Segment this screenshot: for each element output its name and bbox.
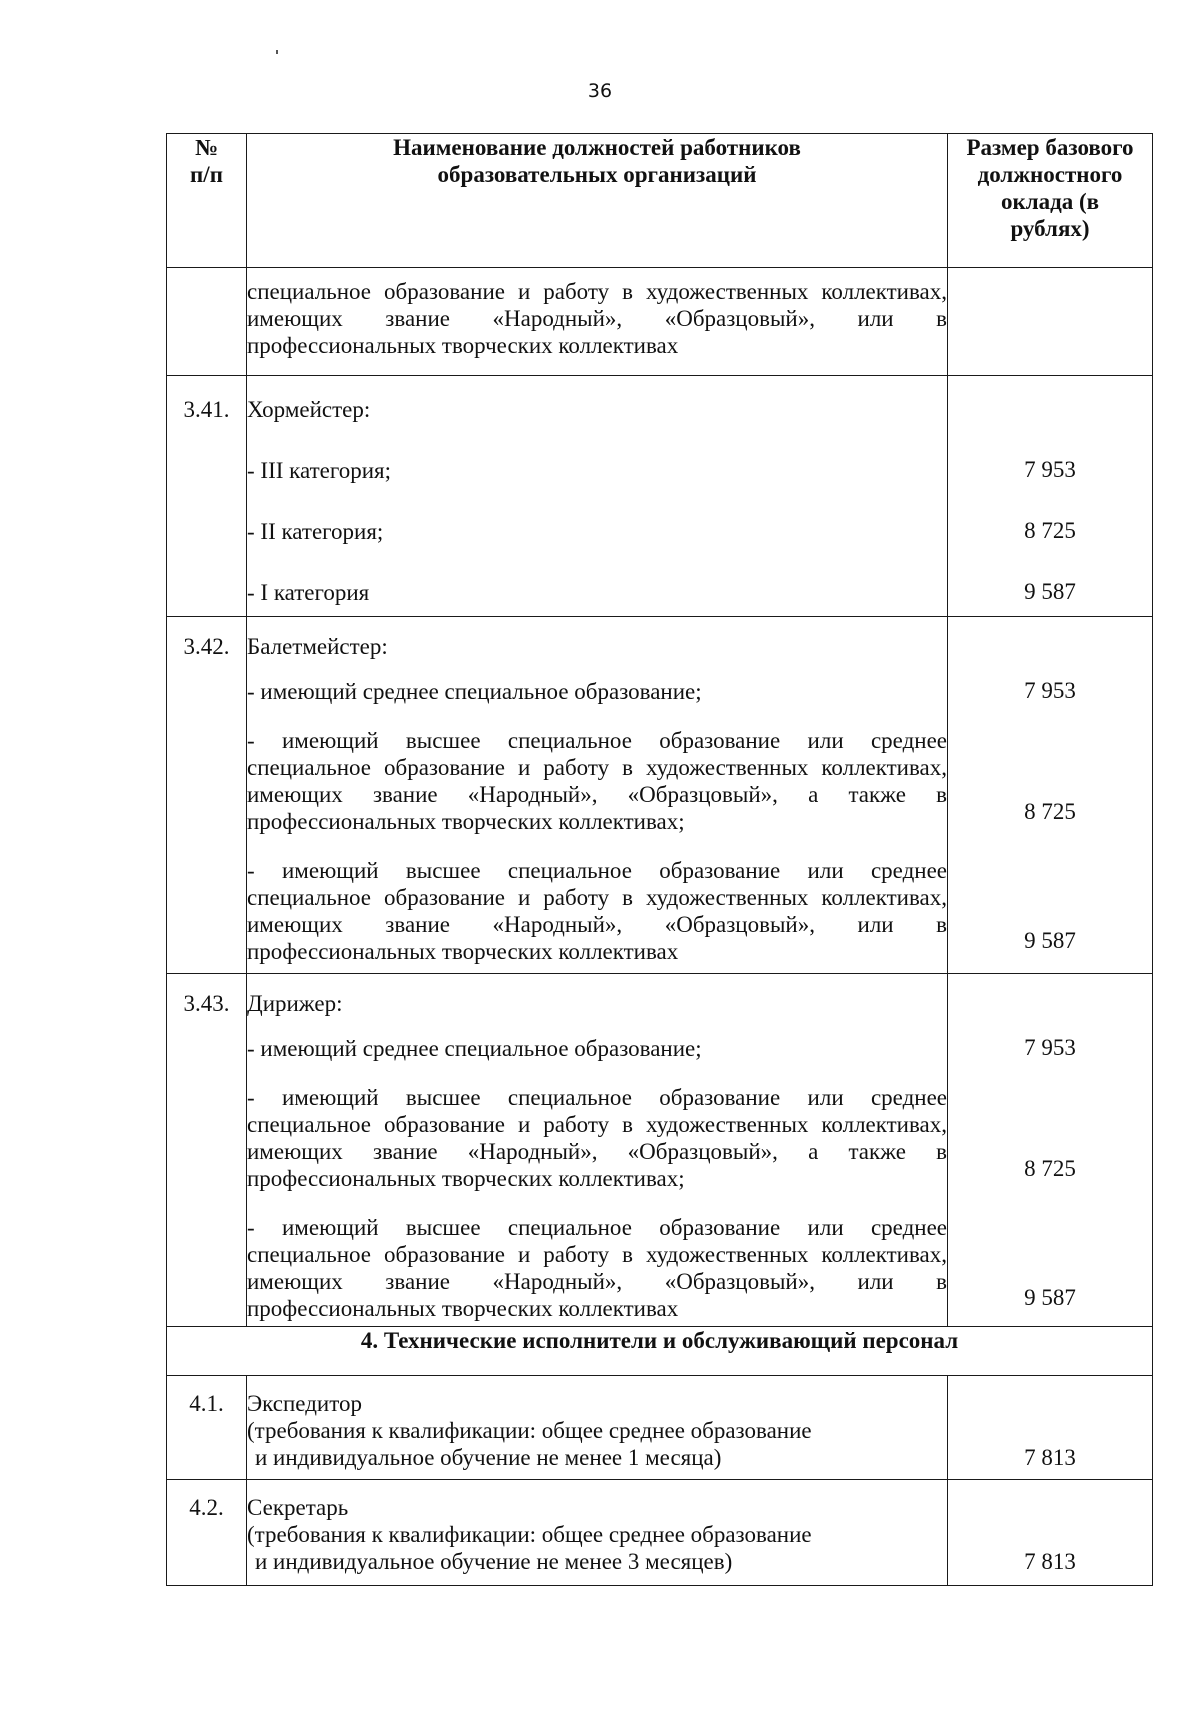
header-position-name: Наименование должностей работников образовательных организаций bbox=[247, 134, 948, 268]
list-item: - II категория; bbox=[247, 519, 384, 544]
list-item: - имеющий среднее специальное образование; bbox=[247, 679, 702, 704]
row-number: 3.41. bbox=[167, 376, 247, 617]
scan-mark bbox=[276, 50, 278, 54]
salary-value: 8 725 bbox=[1024, 1156, 1076, 1181]
row-number: 4.2. bbox=[167, 1480, 247, 1586]
row-position bbox=[247, 1480, 948, 1586]
table-row bbox=[167, 376, 1153, 617]
row-number bbox=[167, 268, 247, 376]
table-row bbox=[167, 974, 1153, 1327]
salary-value: 7 813 bbox=[1024, 1445, 1076, 1470]
continuation-text: специальное образование и работу в художественных коллективах, имеющих звание «Народный», «Образцовый», или в профессиональных творческих коллективах bbox=[247, 268, 948, 376]
row-position bbox=[247, 1376, 948, 1480]
salary-value: 7 813 bbox=[1024, 1549, 1076, 1574]
row-position bbox=[247, 617, 948, 974]
header-base-salary: Размер базового должностного оклада (в рублях) bbox=[948, 134, 1153, 268]
list-item: - I категория bbox=[247, 580, 370, 605]
salary-value: 7 953 bbox=[1024, 1035, 1076, 1060]
row-salary bbox=[948, 376, 1153, 617]
row-number: 3.43. bbox=[167, 974, 247, 1327]
table-header-row bbox=[167, 134, 1153, 268]
table-row bbox=[167, 1376, 1153, 1480]
row-number: 4.1. bbox=[167, 1376, 247, 1480]
row-salary bbox=[948, 1376, 1153, 1480]
requirements-line: и индивидуальное обучение не менее 1 месяца) bbox=[255, 1445, 722, 1470]
position-title: Секретарь bbox=[247, 1495, 349, 1520]
salary-value: 9 587 bbox=[1024, 1285, 1076, 1310]
row-number: 3.42. bbox=[167, 617, 247, 974]
row-position bbox=[247, 974, 948, 1327]
table-row bbox=[167, 268, 1153, 376]
position-title: Дирижер: bbox=[247, 991, 343, 1016]
header-number: № п/п bbox=[167, 134, 247, 268]
requirements-line: (требования к квалификации: общее среднее образование bbox=[247, 1522, 812, 1547]
salary-value: 7 953 bbox=[1024, 457, 1076, 482]
requirements-line: (требования к квалификации: общее среднее образование bbox=[247, 1418, 812, 1443]
list-item: - имеющий среднее специальное образование; bbox=[247, 1036, 702, 1061]
list-item: - имеющий высшее специальное образование или среднее специальное образование и работу в художественных коллективах, имеющих звание «Народный», «Образцовый», или в профессиональных творческих коллективах bbox=[247, 858, 947, 964]
table-row bbox=[167, 1480, 1153, 1586]
row-salary bbox=[948, 268, 1153, 376]
row-position bbox=[247, 376, 948, 617]
salary-value: 9 587 bbox=[1024, 579, 1076, 604]
page-number: 36 bbox=[587, 80, 613, 102]
salary-value: 8 725 bbox=[1024, 799, 1076, 824]
requirements-line: и индивидуальное обучение не менее 3 месяцев) bbox=[255, 1549, 733, 1574]
row-salary bbox=[948, 617, 1153, 974]
position-title: Экспедитор bbox=[247, 1391, 362, 1416]
salary-value: 7 953 bbox=[1024, 678, 1076, 703]
salary-table bbox=[166, 133, 1153, 1586]
position-title: Балетмейстер: bbox=[247, 634, 388, 659]
position-title: Хормейстер: bbox=[247, 397, 371, 422]
table-row bbox=[167, 617, 1153, 974]
row-salary bbox=[948, 1480, 1153, 1586]
list-item: - имеющий высшее специальное образование или среднее специальное образование и работу в художественных коллективах, имеющих звание «Народный», «Образцовый», а также в профессиональных творческих коллективах; bbox=[247, 1085, 947, 1191]
row-salary bbox=[948, 974, 1153, 1327]
list-item: - имеющий высшее специальное образование или среднее специальное образование и работу в художественных коллективах, имеющих звание «Народный», «Образцовый», или в профессиональных творческих коллективах bbox=[247, 1215, 947, 1321]
list-item: - III категория; bbox=[247, 458, 391, 483]
section-heading-row bbox=[167, 1327, 1153, 1376]
section-heading: 4. Технические исполнители и обслуживающий персонал bbox=[167, 1327, 1153, 1376]
salary-value: 8 725 bbox=[1024, 518, 1076, 543]
list-item: - имеющий высшее специальное образование или среднее специальное образование и работу в художественных коллективах, имеющих звание «Народный», «Образцовый», а также в профессиональных творческих коллективах; bbox=[247, 728, 947, 834]
salary-value: 9 587 bbox=[1024, 928, 1076, 953]
